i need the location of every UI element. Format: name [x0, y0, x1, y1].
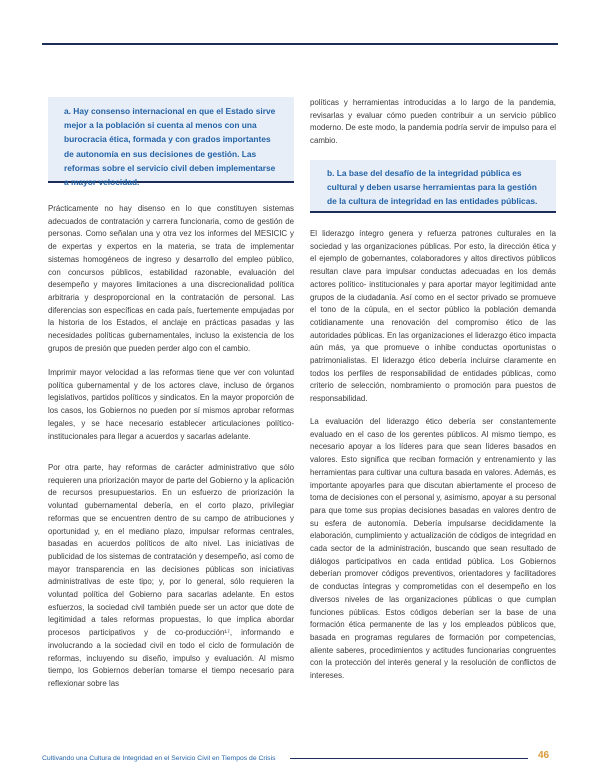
right-paragraph-0: políticas y herramientas introducidas a lo largo de la pandemia, revisarlas y evaluar cómo pueden contribuir a un servicio público moderno. De este modo, la pandemia podría servir de impulso para el cambio.: [310, 98, 556, 146]
callout-box-a: [48, 97, 294, 188]
footer-rule: [290, 758, 528, 759]
callout-b-text: b. La base del desafío de la integridad pública es cultural y deben usarse herramientas para la gestión de la cultura de integridad en las entidades públicas.: [327, 168, 538, 207]
left-paragraph-2: Imprimir mayor velocidad a las reformas tiene que ver con voluntad política gubernamental y de los actores clave, incluso de órganos legislativos, partidos políticos y sindicatos. En la mayor proporción de los casos, los Gobiernos no pueden por sí mismos aprobar reformas legales, y se hace necesario establecer articulaciones político-institucionales para llegar a acuerdos y sacarlas adelante.: [48, 368, 294, 441]
left-paragraph-1: Prácticamente no hay disenso en lo que constituyen sistemas adecuados de contratación y carrera funcionaria, como de gestión de personas. Como señalan una y otra vez los informes del MESICIC y de expertas y expertos en la materia, se trata de implementar sistemas homogéneos de ingreso y desarrollo del empleo público, con concursos públicos, estabilidad razonable, evaluación del desempeño y mayores limitaciones a una discrecionalidad política arbitraria y desproporcional en la contratación de personal. Las diferencias son específicas en cada país, fuertemente empujadas por la historia de los Estados, el anclaje en prácticas pasadas y las necesidades políticas gubernamentales, incluso la existencia de los grupos de presión que pueden perder algo con el cambio.: [48, 204, 294, 353]
header-rule: [42, 43, 558, 45]
callout-box-b: [310, 160, 556, 213]
left-paragraph-3: Por otra parte, hay reformas de carácter administrativo que sólo requieren una priorización mayor de parte del Gobierno y la aplicación de recursos presupuestarios. En un esfuerzo de priorización la voluntad gubernamental debería, en el corto plazo, privilegiar reformas que se encuentren dentro de su campo de atribuciones y oportunidad y, en el mediano plazo, impulsar reformas centrales, basadas en acuerdos políticos de alto nivel. Las iniciativas de publicidad de los sistemas de contratación y desempeño, así como de mayor transparencia en las decisiones públicas son iniciativas administrativas de este tipo; y, por lo general, sólo requieren la voluntad política del Gobierno para sacarlas adelante. En estos esfuerzos, la sociedad civil también puede ser un actor que dote de legitimidad a tales reformas propuestas, lo que implica abordar procesos participativos y de co-producción¹⁷, informando e involucrando a la sociedad civil en todo el ciclo de formulación de reformas, incluyendo su diseño, impulso y evaluación. Al mismo tiempo, los Gobiernos deberían tomarse el tiempo necesario para reflexionar sobre las: [48, 463, 294, 688]
footer-title: Cultivando una Cultura de Integridad en el Servicio Civil en Tiempos de Crisis: [42, 755, 276, 762]
page-number: 46: [538, 750, 550, 761]
right-paragraph-1: El liderazgo íntegro genera y refuerza patrones culturales en la sociedad y las organizaciones públicas. Por esto, la dirección ética y el ejemplo de gobernantes, colaboradores y altos directivos públicos resultan clave para impulsar conductas adecuadas en los demás actores político- institucionales y para aportar mayor legitimidad ante grupos de la ciudadanía. Así como en el sector privado se promueve el tono de la cúpula, en el sector público la población demanda cotidianamente una renovación del compromiso ético de las autoridades públicas. En las organizaciones el liderazgo ético impacta aún más, ya que promueve o inhibe conductas oportunistas o patrimonialistas. El liderazgo ético debería incluirse claramente en todos los perfiles de responsabilidad de entidades públicas, como criterio de selección, nombramiento o promoción para puestos de responsabilidad.: [310, 229, 556, 404]
right-paragraph-2: La evaluación del liderazgo ético debería ser constantemente evaluado en el caso de los gerentes públicos. Al mismo tiempo, es necesario apoyar a los líderes para que sean líderes basados en valores. Esto significa que reciban formación y entrenamiento y las herramientas para cultivar una cultura basada en valores. Además, es importante apoyarles para que discutan abiertamente el proceso de toma de decisiones con el personal y, asimismo, apoyar a su personal para que tome sus propias decisiones basadas en valores dentro de su esfera de autonomía. Debería impulsarse decididamente la elaboración, cumplimiento y actualización de códigos de integridad en cada sector de la administración, buscando que sean resultado de diálogos participativos en cada entidad pública. Los Gobiernos deberían promover códigos preventivos, orientadores y facilitadores de conductas íntegras y comprometidas con el desempeño en los diversos niveles de las organizaciones públicas o que cumplan funciones públicas. Estos códigos deberían ser la base de una formación ética permanente de las y los empleados públicos que, basada en programas regulares de formación por competencias, aliente saberes, procedimientos y actitudes funcionarias congruentes con la protección del interés general y la resolución de conflictos de intereses.: [310, 417, 556, 681]
callout-a-text: a. Hay consenso internacional en que el Estado sirve mejor a la población si cuenta al menos con una burocracia ética, formada y con grados importantes de autonomía en sus decisiones de gestión. Las reformas sobre el servicio civil deben implementarse a mayor velocidad.: [64, 106, 276, 188]
